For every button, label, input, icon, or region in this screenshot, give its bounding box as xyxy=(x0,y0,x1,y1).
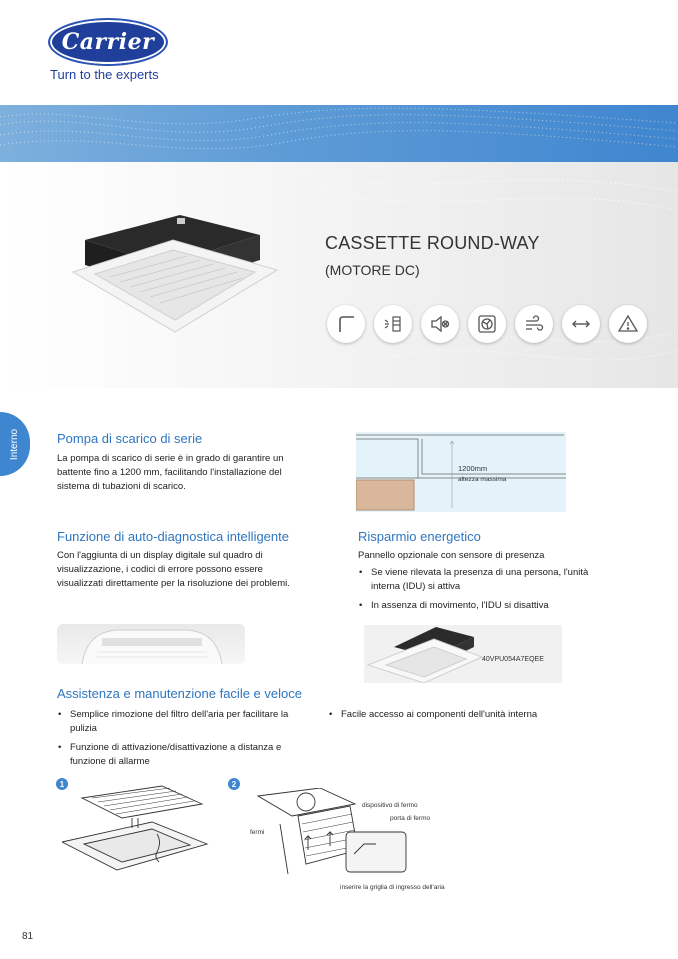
drain-pump-diagram xyxy=(356,432,566,512)
list-item: • Se viene rilevata la presenza di una persona, l'unità interna (IDU) si attiva xyxy=(358,566,608,594)
maintenance-bullets-right xyxy=(328,708,608,727)
pump-section-text: La pompa di scarico di serie è in grado di garantire un battente fino a 1200 mm, facilitando l'installazione del sistema di tubazioni di scarico. xyxy=(57,453,284,492)
wave-pattern xyxy=(0,105,678,162)
fan-icon xyxy=(468,305,506,343)
corner-icon xyxy=(327,305,365,343)
tagline: Turn to the experts xyxy=(50,67,159,82)
label-stop-device: dispositivo di fermo xyxy=(362,802,418,809)
section-tab-label: Interno xyxy=(9,428,21,460)
energy-bullets xyxy=(358,566,608,618)
presence-sensor-unit-photo xyxy=(364,625,562,683)
warning-icon xyxy=(609,305,647,343)
label-insert-grille: inserire la griglia di ingresso dell'aria xyxy=(340,884,445,891)
list-item: • Facile accesso ai componenti dell'unità interna xyxy=(328,708,608,722)
list-item: • Semplice rimozione del filtro dell'aria per facilitare la pulizia xyxy=(57,708,315,736)
filter-removal-illustration xyxy=(62,782,212,882)
mute-icon xyxy=(421,305,459,343)
step-1-badge: 1 xyxy=(56,778,68,790)
logo-text: Carrier xyxy=(61,29,155,55)
drain-height-caption: altezza massima xyxy=(458,476,507,483)
carrier-logo xyxy=(48,18,168,66)
header-banner xyxy=(0,105,678,162)
product-subtitle: (MOTORE DC) xyxy=(325,262,420,278)
energy-intro: Pannello opzionale con sensore di presenza xyxy=(358,550,545,561)
diagnostics-section-text: Con l'aggiunta di un display digitale sul quadro di visualizzazione, i codici di errore possono essere visualizzati direttamente per la risoluzione dei problemi. xyxy=(57,550,290,589)
maintenance-section-title: Assistenza e manutenzione facile e veloce xyxy=(57,686,302,701)
label-stops: fermi xyxy=(250,829,265,836)
section-tab xyxy=(0,412,30,476)
swing-icon xyxy=(562,305,600,343)
pump-section-title: Pompa di scarico di serie xyxy=(57,431,203,446)
feature-icon-row xyxy=(327,305,647,343)
label-stop-door: porta di fermo xyxy=(390,815,431,822)
cassette-unit-image xyxy=(65,210,280,340)
list-item: • Funzione di attivazione/disattivazione a distanza e funzione di allarme xyxy=(57,741,315,769)
airflow-icon xyxy=(515,305,553,343)
maintenance-bullets-left xyxy=(57,708,315,774)
step-2-badge: 2 xyxy=(228,778,240,790)
model-number: 40VPU054A7EQEE xyxy=(482,656,544,663)
display-panel-photo xyxy=(57,624,245,664)
diagnostics-section-title: Funzione di auto-diagnostica intelligente xyxy=(57,529,289,544)
energy-section-title: Risparmio energetico xyxy=(358,529,481,544)
list-item: • In assenza di movimento, l'IDU si disattiva xyxy=(358,599,608,613)
page-number: 81 xyxy=(22,931,34,942)
drain-height-value: 1200mm xyxy=(458,464,488,473)
product-title: CASSETTE ROUND-WAY xyxy=(325,233,540,253)
heater-icon xyxy=(374,305,412,343)
